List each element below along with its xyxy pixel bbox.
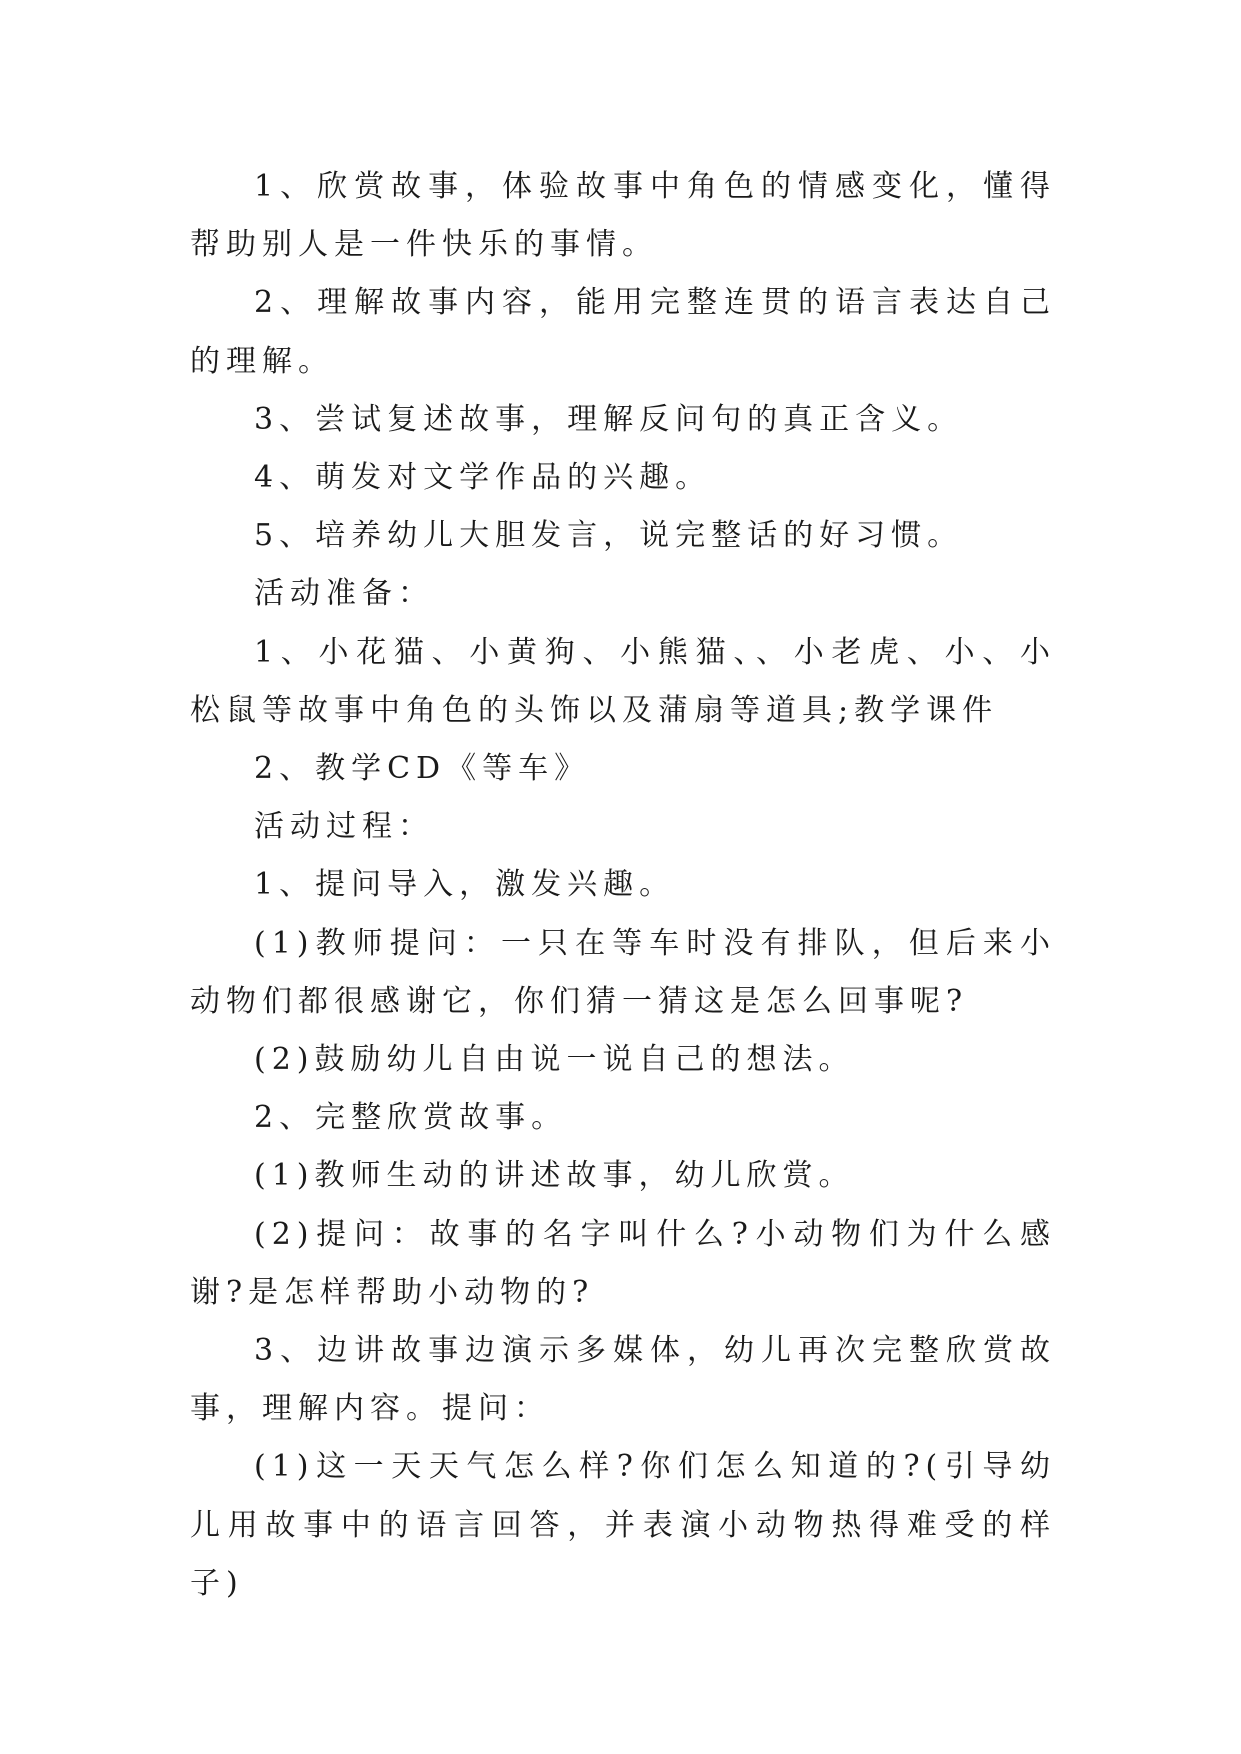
paragraph-process-1: 1、提问导入，激发兴趣。 <box>254 867 676 903</box>
paragraph-goal-3: 3、尝试复述故事，理解反问句的真正含义。 <box>254 401 964 437</box>
paragraph-process-2-2: (2)提问：故事的名字叫什么?小动物们为什么感谢?是怎样帮助小动物的? <box>190 1216 1056 1310</box>
paragraph-preparation-2: 2、教学CD《等车》 <box>254 751 591 787</box>
paragraph-preparation-1: 1、小花猫、小黄狗、小熊猫、、小老虎、小、小松鼠等故事中角色的头饰以及蒲扇等道具;教学课件 <box>190 634 1056 728</box>
paragraph-process-2-1: (1)教师生动的讲述故事，幼儿欣赏。 <box>254 1158 855 1194</box>
paragraph-process-1-1: (1)教师提问：一只在等车时没有排队，但后来小动物们都很感谢它，你们猜一猜这是怎么回事呢? <box>190 925 1056 1019</box>
section-heading-preparation: 活动准备： <box>254 576 434 612</box>
paragraph-goal-1: 1、欣赏故事，体验故事中角色的情感变化，懂得帮助别人是一件快乐的事情。 <box>190 169 1056 263</box>
paragraph-goal-4: 4、萌发对文学作品的兴趣。 <box>254 460 712 496</box>
paragraph-process-3: 3、边讲故事边演示多媒体，幼儿再次完整欣赏故事，理解内容。提问： <box>190 1333 1056 1427</box>
paragraph-process-3-1: (1)这一天天气怎么样?你们怎么知道的?(引导幼儿用故事中的语言回答，并表演小动物热得难受的样子) <box>190 1449 1056 1601</box>
section-heading-process: 活动过程： <box>254 809 434 845</box>
document-body <box>190 158 1056 1613</box>
paragraph-goal-5: 5、培养幼儿大胆发言，说完整话的好习惯。 <box>254 518 964 554</box>
paragraph-process-1-2: (2)鼓励幼儿自由说一说自己的想法。 <box>254 1042 855 1078</box>
paragraph-goal-2: 2、理解故事内容，能用完整连贯的语言表达自己的理解。 <box>190 285 1056 379</box>
paragraph-process-2: 2、完整欣赏故事。 <box>254 1100 568 1136</box>
